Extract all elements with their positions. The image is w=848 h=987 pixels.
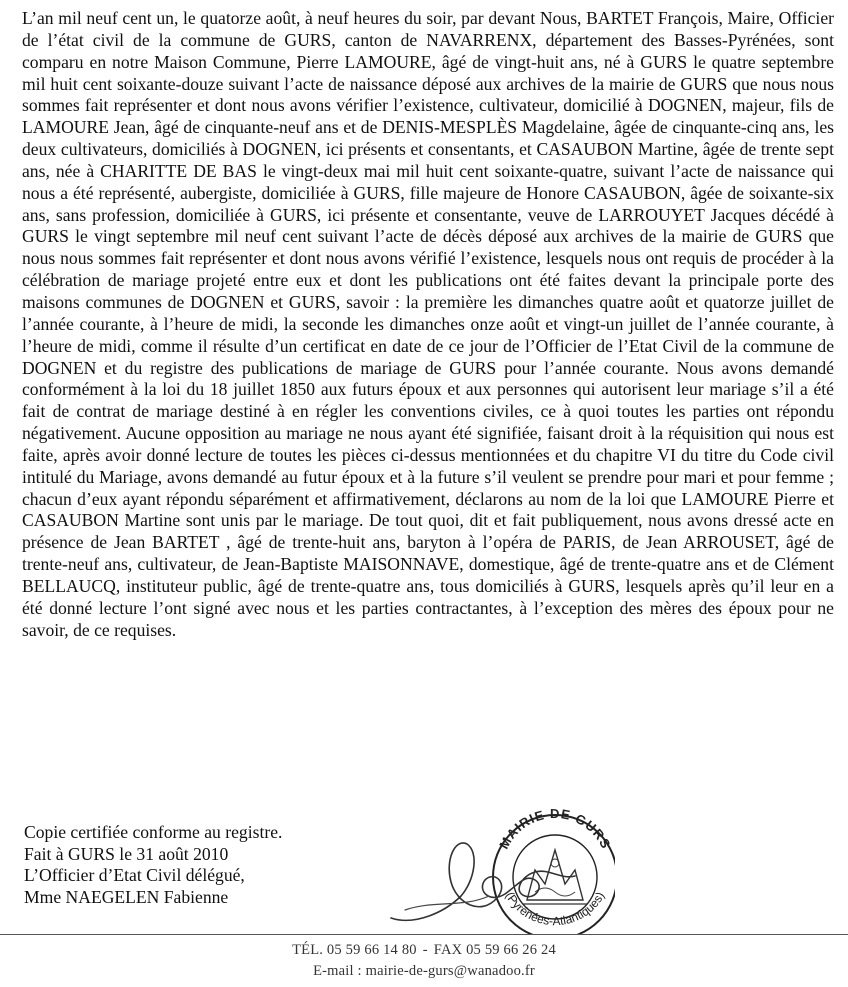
officer-name: Mme NAEGELEN Fabienne bbox=[24, 886, 229, 907]
officer-title: L’Officier d’Etat Civil délégué, bbox=[24, 865, 245, 885]
marriage-act-text bbox=[22, 8, 834, 641]
fax: FAX 05 59 66 26 24 bbox=[433, 942, 556, 958]
act-paragraph: L’an mil neuf cent un, le quatorze août, à neuf heures du soir, par devant Nous, BARTET François, Maire, Officier de l’état civil de la commune de GURS, canton de NAVARRENX, département des Basses-Pyrénées, sont comparu en notre Maison Commune, Pierre LAMOURE, âgé de vingt-huit ans, né à GURS le quatre septembre mil huit cent soixante-douze suivant l’acte de naissance déposé aux archives de la mairie de GURS que nous nous sommes fait représenter et dont nous avons vérifier l’existence, cultivateur, domicilié à DOGNEN, majeur, fils de LAMOURE Jean, âgé de cinquante-neuf ans et de DENIS-MESPLÈS Magdelaine, âgée de cinquante-cinq ans, les deux cultivateurs, domiciliés à DOGNEN, ici présents et consentants, et CASAUBON Martine, âgée de trente sept ans, née à CHARITTE DE BAS le vingt-deux mai mil huit cent soixante-quatre, suivant l’acte de naissance qui nous a été représenté, aubergiste, domiciliée à GURS, fille majeure de Honore CASAUBON, âgée de soixante-six ans, sans profession, domiciliée à GURS, ici présente et consentante, veuve de LARROUYET Jacques décédé à GURS le vingt septembre mil neuf cent suivant l’acte de décès déposé aux archives de la mairie de GURS que nous nous sommes fait représenter et dont nous avons vérifié l’existence, lesquels nous ont requis de procéder à la célébration de mariage projeté entre eux et dont les publications ont été faites devant la principale porte des maisons communes de DOGNEN et GURS, savoir : la première les dimanches quatre août et quatorze juillet de l’année courante, à l’heure de midi, la seconde les dimanches onze août et vingt-un juillet de l’année courante, à l’heure de midi, comme il résulte d’un certificat en date de ce jour de l’Officier de l’Etat Civil de la commune de DOGNEN et du registre des publications de mariage de GURS pour l’année courante. Nous avons demandé conformément à la loi du 18 juillet 1850 aux futurs époux et aux personnes qui autorisent leur mariage s’il a été fait de contrat de mariage destiné à en régler les conventions civiles, ce à quoi toutes les parties ont répondu négativement. Aucune opposition au mariage ne nous ayant été signifiée, faisant droit à la réquisition qui nous est faite, après avoir donné lecture de toutes les pièces ci-dessus mentionnées et du chapitre VI du titre du Code civil intitulé du Mariage, avons demandé au futur époux et à la future s’il veulent se prendre pour mari et pour femme ; chacun d’eux ayant répondu séparément et affirmativement, déclarons au nom de la loi que LAMOURE Pierre et CASAUBON Martine sont unis par le mariage. De tout quoi, dit et fait publiquement, nous avons dressé acte en présence de Jean BARTET , âgé de trente-huit ans, baryton à l’opéra de PARIS, de Jean ARROUSET, âgé de trente-neuf ans, cultivateur, de Jean-Baptiste MAISONNAVE, domestique, âgé de trente-quatre ans et de Clément BELLAUCQ, instituteur public, âgé de trente-quatre ans, tous domiciliés à GURS, lesquels après qu’il leur en a été donné lecture l’ont signé avec nous et les parties contractantes, à l’exception des mères des époux pour ne savoir, de ce requises. bbox=[22, 8, 834, 640]
mairie-seal-and-signature bbox=[385, 800, 615, 935]
svg-text:MAIRIE DE GURS bbox=[496, 806, 614, 851]
footer-separator: - bbox=[422, 942, 428, 958]
date-line: Fait à GURS le 31 août 2010 bbox=[24, 843, 229, 864]
footer-divider bbox=[0, 934, 848, 935]
telephone: TÉL. 05 59 66 14 80 bbox=[292, 942, 417, 958]
certification-block bbox=[24, 822, 364, 908]
signature-icon bbox=[391, 843, 575, 920]
email-line: E-mail : mairie-de-gurs@wanadoo.fr bbox=[313, 963, 535, 979]
stamp-bottom-text: (Pyrénées-Atlantiques) bbox=[502, 889, 608, 929]
stamp-icon bbox=[493, 806, 615, 935]
stamp-top-text: MAIRIE DE GURS bbox=[496, 805, 614, 852]
contact-footer bbox=[0, 940, 848, 982]
phone-fax-line bbox=[0, 940, 848, 961]
certification-line: Copie certifiée conforme au registre. bbox=[24, 822, 283, 842]
svg-text:(Pyrénées-Atlantiques) bbox=[503, 890, 608, 929]
